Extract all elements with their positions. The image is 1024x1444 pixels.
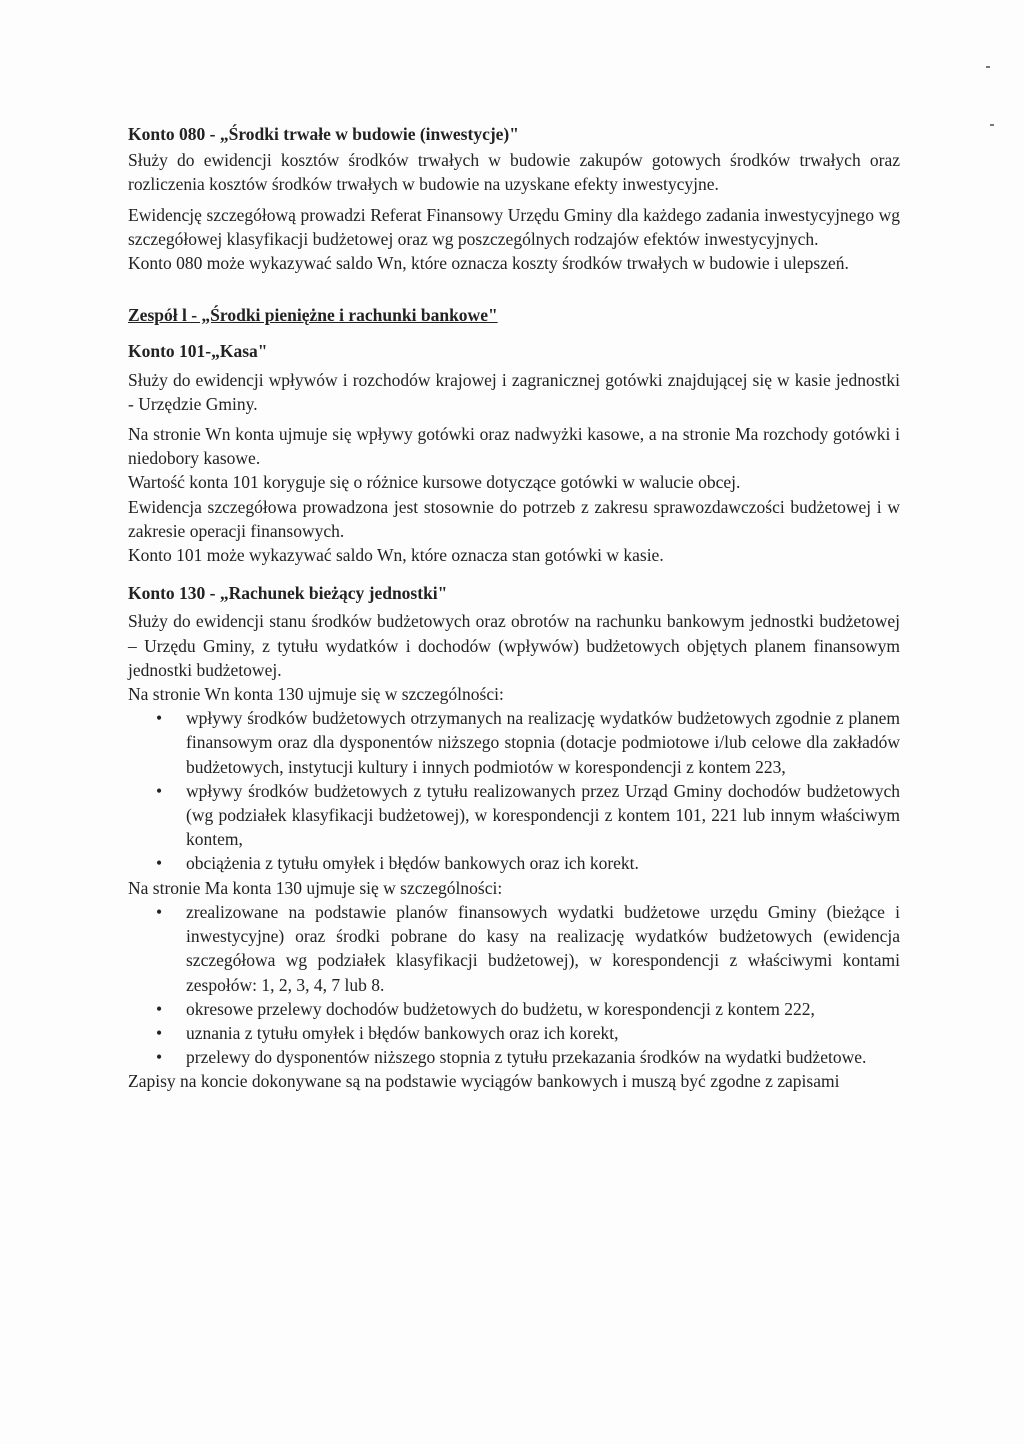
list-item: • uznania z tytułu omyłek i błędów bankowych oraz ich korekt,	[186, 1021, 900, 1045]
paragraph: Wartość konta 101 koryguje się o różnice kursowe dotyczące gotówki w walucie obcej.	[128, 472, 741, 493]
heading-konto-130: Konto 130 - „Rachunek bieżący jednostki"	[128, 583, 448, 604]
ma-list	[128, 900, 900, 1069]
paragraph: Ewidencję szczegółową prowadzi Referat Finansowy Urzędu Gminy dla każdego zadania inwestycyjnego wg szczegółowej klasyfikacji budżetowej oraz wg poszczególnych rodzajów efektów inwestycyjnych.	[128, 204, 900, 249]
paragraph: Konto 101 może wykazywać saldo Wn, które oznacza stan gotówki w kasie.	[128, 545, 664, 566]
ma-intro: Na stronie Ma konta 130 ujmuje się w szczególności:	[128, 877, 503, 898]
section-konto-101	[128, 339, 900, 567]
list-item: • obciążenia z tytułu omyłek i błędów bankowych oraz ich korekt.	[186, 851, 900, 875]
closing-paragraph: Zapisy na koncie dokonywane są na podstawie wyciągów bankowych i muszą być zgodne z zapisami	[128, 1071, 840, 1092]
list-item: • wpływy środków budżetowych otrzymanych na realizację wydatków budżetowych zgodnie z planem finansowym oraz dla dysponentów niższego stopnia (dotacje podmiotowe i/lub celowe dla zakładów budżetowych, instytucji kultury i innych podmiotów w korespondencji z kontem 223,	[186, 706, 900, 779]
wn-list	[128, 706, 900, 875]
paragraph: Ewidencja szczegółowa prowadzona jest stosownie do potrzeb z zakresu sprawozdawczości budżetowej i w zakresie operacji finansowych.	[128, 496, 900, 541]
section-konto-130	[128, 581, 900, 1093]
heading-zespol-1: Zespół l - „Środki pieniężne i rachunki bankowe"	[128, 305, 498, 326]
paragraph: Służy do ewidencji stanu środków budżetowych oraz obrotów na rachunku bankowym jednostki budżetowej – Urzędu Gminy, z tytułu wydatków i dochodów (wpływów) budżetowych objętych planem finansowym jednostki budżetowej.	[128, 611, 900, 680]
scan-mark	[990, 124, 994, 126]
list-item: • wpływy środków budżetowych z tytułu realizowanych przez Urząd Gminy dochodów budżetowych (wg podziałek klasyfikacji budżetowej), w korespondencji z kontem 101, 221 lub innym właściwym kontem,	[186, 779, 900, 852]
list-item: • zrealizowane na podstawie planów finansowych wydatki budżetowe urzędu Gminy (bieżące i inwestycyjne) oraz środki pobrane do kasy na realizację wydatków budżetowych (ewidencja szczegółowa wg podziałek klasyfikacji budżetowej), w korespondencji z właściwymi kontami zespołów: 1, 2, 3, 4, 7 lub 8.	[186, 900, 900, 997]
heading-konto-101: Konto 101-„Kasa"	[128, 341, 268, 362]
paragraph: Służy do ewidencji wpływów i rozchodów krajowej i zagranicznej gotówki znajdującej się w kasie jednostki - Urzędzie Gminy.	[128, 369, 900, 414]
document-content	[128, 122, 900, 1094]
heading-konto-080: Konto 080 - „Środki trwałe w budowie (inwestycje)"	[128, 124, 519, 144]
section-konto-080	[128, 122, 900, 275]
paragraph: Konto 080 może wykazywać saldo Wn, które oznacza koszty środków trwałych w budowie i ulepszeń.	[128, 253, 849, 274]
paragraph: Na stronie Wn konta ujmuje się wpływy gotówki oraz nadwyżki kasowe, a na stronie Ma rozchody gotówki i niedobory kasowe.	[128, 424, 900, 469]
wn-intro: Na stronie Wn konta 130 ujmuje się w szczególności:	[128, 684, 504, 705]
list-item: • okresowe przelewy dochodów budżetowych do budżetu, w korespondencji z kontem 222,	[186, 997, 900, 1021]
paragraph: Służy do ewidencji kosztów środków trwałych w budowie zakupów gotowych środków trwałych oraz rozliczenia kosztów środków trwałych w budowie na uzyskane efekty inwestycyjne.	[128, 150, 900, 195]
scan-mark	[986, 66, 990, 68]
list-item: • przelewy do dysponentów niższego stopnia z tytułu przekazania środków na wydatki budżetowe.	[186, 1045, 900, 1069]
